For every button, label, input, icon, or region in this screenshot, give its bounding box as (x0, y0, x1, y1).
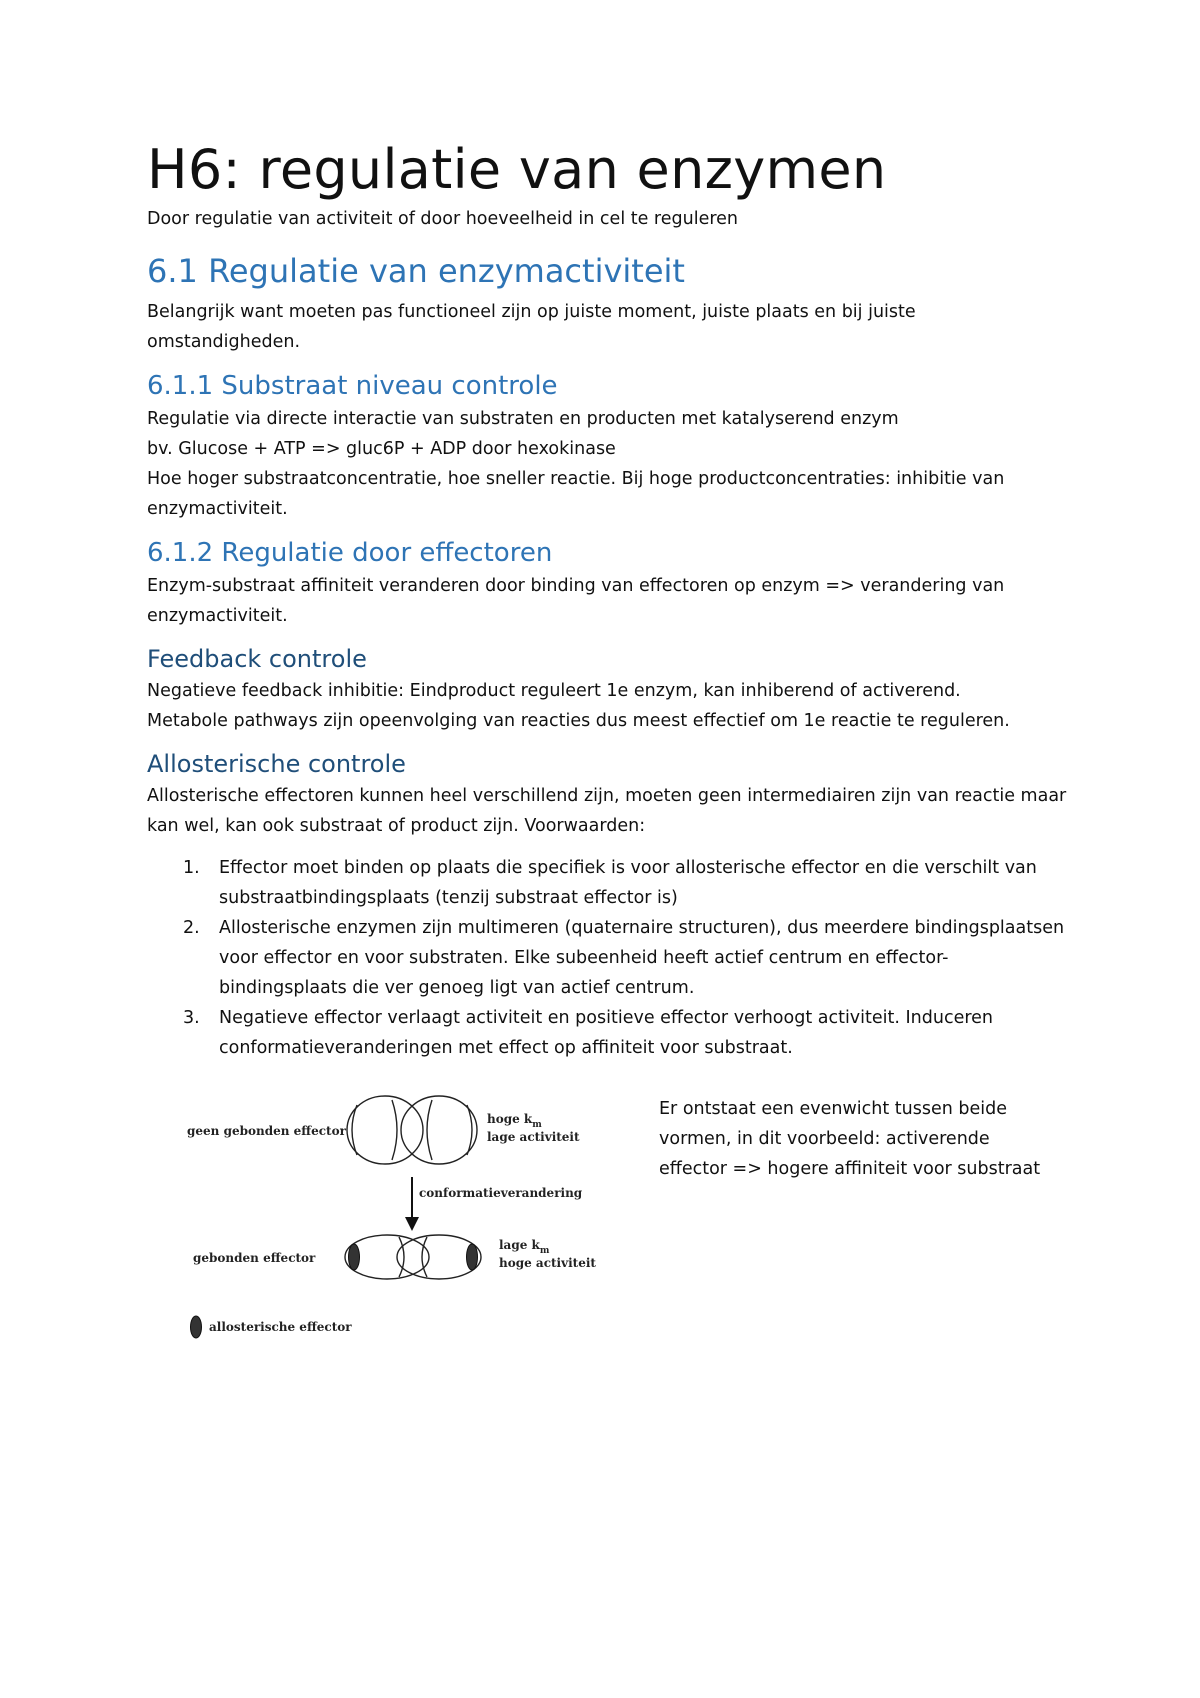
label-bound: gebonden effector (193, 1250, 316, 1265)
label-unbound: geen gebonden effector (187, 1123, 346, 1138)
label-conformation-change: conformatieverandering (419, 1185, 583, 1200)
section-6-1-2-text: Enzym-substraat affiniteit veranderen door binding van effectoren op enzym => verandering van enzymactiviteit. (147, 576, 1005, 627)
figure-row (147, 1077, 1067, 1377)
contour-line (399, 1237, 404, 1277)
unbound-enzyme (347, 1096, 477, 1164)
heading-6-1-1: 6.1.1 Substraat niveau controle (147, 370, 558, 401)
list-number: 1. (183, 857, 200, 878)
side-note: Er ontstaat een evenwicht tussen beide vormen, in dit voorbeeld: activerende effector => hogere affiniteit voor substraat (659, 1099, 1041, 1180)
subunit-right (401, 1096, 477, 1164)
bound-enzyme (345, 1235, 481, 1279)
heading-feedback: Feedback controle (147, 645, 367, 674)
contour-line (422, 1237, 427, 1277)
label-low-activity: lage activiteit (487, 1129, 580, 1144)
km-subscript: m (532, 1119, 542, 1130)
document-page (147, 140, 1067, 1377)
arrow-down (405, 1177, 419, 1231)
contour-line (392, 1100, 397, 1160)
section-6-1-1-line2: bv. Glucose + ATP => gluc6P + ADP door hexokinase (147, 439, 616, 460)
feedback-line1: Negatieve feedback inhibitie: Eindproduct reguleert 1e enzym, kan inhiberend of activerend. (147, 681, 961, 702)
list-item (147, 913, 1067, 1003)
heading-6-1-2: 6.1.2 Regulatie door effectoren (147, 538, 553, 569)
label-high-km: hoge $k_m$ (487, 1111, 542, 1130)
list-text: Allosterische enzymen zijn multimeren (quaternaire structuren), dus meerdere bindingsplaatsen voor effector en voor substraten. Elke subeenheid heeft actief centrum en effector-bindingsplaats die ver genoeg ligt van actief centrum. (219, 917, 1065, 998)
section-6-1-1-line1: Regulatie via directe interactie van substraten en producten met katalyserend enzym (147, 409, 899, 430)
legend-label: allosterische effector (209, 1319, 352, 1334)
intro-text: Door regulatie van activiteit of door hoeveelheid in cel te reguleren (147, 209, 739, 230)
section-6-1-1-line3: Hoe hoger substraatconcentratie, hoe sneller reactie. Bij hoge productconcentraties: inhibitie van enzymactiviteit. (147, 469, 1005, 520)
list-text: Effector moet binden op plaats die specifiek is voor allosterische effector en die verschilt van substraatbindingsplaats (tenzij substraat effector is) (219, 857, 1037, 908)
list-item (147, 853, 1067, 913)
legend-effector-icon (191, 1316, 202, 1338)
conditions-list (147, 853, 1067, 1063)
list-number: 3. (183, 1007, 200, 1028)
effector-right (467, 1244, 478, 1270)
list-number: 2. (183, 917, 200, 938)
heading-allosteric: Allosterische controle (147, 750, 406, 779)
list-text: Negatieve effector verlaagt activiteit en positieve effector verhoogt activiteit. Induceren conformatieveranderingen met effect op affiniteit voor substraat. (219, 1007, 994, 1058)
km-subscript: m (539, 1245, 550, 1256)
contour-line (427, 1100, 432, 1160)
list-item (147, 1003, 1067, 1063)
label-low-km: lage $k_m$ (499, 1237, 550, 1256)
label-high-activity: hoge activiteit (499, 1255, 596, 1270)
section-6-1-text: Belangrijk want moeten pas functioneel zijn op juiste moment, juiste plaats en bij juiste omstandigheden. (147, 301, 916, 352)
allosteric-text: Allosterische effectoren kunnen heel verschillend zijn, moeten geen intermediairen zijn van reactie maar kan wel, kan ook substraat of product zijn. Voorwaarden: (147, 785, 1067, 836)
effector-left (349, 1244, 360, 1270)
allosteric-diagram (187, 1085, 667, 1375)
heading-6-1: 6.1 Regulatie van enzymactiviteit (147, 252, 685, 291)
feedback-line2: Metabole pathways zijn opeenvolging van reacties dus meest effectief om 1e reactie te reguleren. (147, 711, 1010, 732)
page-title: H6: regulatie van enzymen (147, 138, 887, 201)
